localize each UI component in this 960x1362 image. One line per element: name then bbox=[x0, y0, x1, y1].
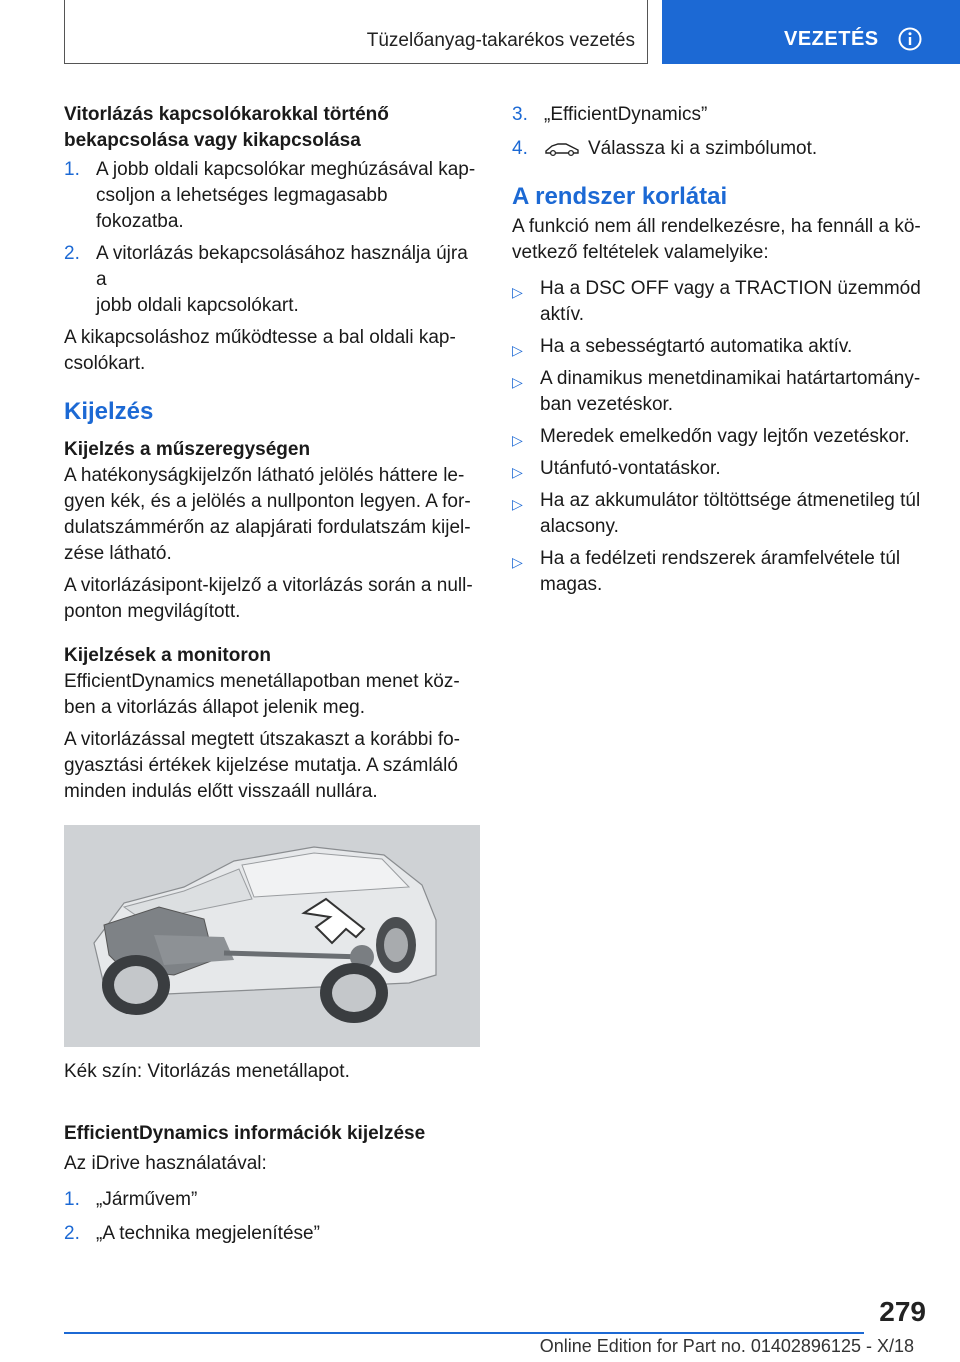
section-tab[interactable] bbox=[662, 0, 960, 64]
section-heading-limits: A rendszer korlátai bbox=[512, 183, 728, 210]
instrument-heading: Kijelzés a műszeregységen bbox=[64, 439, 311, 460]
sail-heading-line1: Vitorlázás kapcsolókarokkal történő bbox=[64, 104, 389, 125]
triangle-bullet-icon: ▷ bbox=[512, 284, 523, 300]
list-item bbox=[64, 241, 480, 319]
text-line: ponton megvilágított. bbox=[64, 601, 241, 622]
triangle-bullet-icon: ▷ bbox=[512, 554, 523, 570]
triangle-bullet-icon: ▷ bbox=[512, 464, 523, 480]
list-item bbox=[512, 366, 928, 418]
step-number: 3. bbox=[512, 104, 528, 125]
page-title: Tüzelőanyag-takarékos vezetés bbox=[366, 30, 635, 51]
text-line: zése látható. bbox=[64, 543, 172, 564]
sail-heading-line2: bekapcsolása vagy kikapcsolása bbox=[64, 130, 361, 151]
step-text-line2: csoljon a lehetséges legmagasabb fokozatba. bbox=[96, 185, 388, 232]
step-text: Válassza ki a szimbólumot. bbox=[588, 138, 818, 159]
step-text-with-symbol bbox=[544, 136, 928, 162]
list-item bbox=[512, 334, 928, 360]
step-text-line1: A jobb oldali kapcsolókar meghúzásával kap‐ bbox=[96, 159, 476, 180]
list-item bbox=[512, 424, 928, 450]
ed-intro: Az iDrive használatával: bbox=[64, 1153, 267, 1174]
step-text: „A technika megjelenítése” bbox=[96, 1223, 320, 1244]
triangle-bullet-icon: ▷ bbox=[512, 342, 523, 358]
bullet-line1: Utánfutó-vontatáskor. bbox=[540, 458, 721, 479]
text-line: A vitorlázásipont-kijelző a vitorlázás során a null‐ bbox=[64, 575, 473, 596]
bullet-line2: alacsony. bbox=[540, 516, 619, 537]
text-line: minden indulás előtt visszaáll nullára. bbox=[64, 781, 378, 802]
list-item bbox=[64, 1221, 480, 1247]
step-number: 1. bbox=[64, 1189, 80, 1210]
triangle-bullet-icon: ▷ bbox=[512, 374, 523, 390]
bullet-line2: magas. bbox=[540, 574, 603, 595]
list-item bbox=[512, 456, 928, 482]
text-line: dulatszámmérőn az alapjárati fordulatszám kijel‐ bbox=[64, 517, 471, 538]
text-line: A funkció nem áll rendelkezésre, ha fennáll a kö‐ bbox=[512, 216, 921, 237]
step-text: „EfficientDynamics” bbox=[544, 104, 708, 125]
step-number: 4. bbox=[512, 138, 528, 159]
list-item bbox=[512, 102, 928, 128]
left-column bbox=[64, 102, 480, 1247]
right-column bbox=[512, 102, 928, 598]
footer-edition: Online Edition for Part no. 01402896125 - X/18 bbox=[539, 1336, 914, 1356]
bullet-line1: Ha a DSC OFF vagy a TRACTION üzemmód bbox=[540, 278, 921, 299]
sail-off-line2: csolókart. bbox=[64, 353, 146, 374]
list-item bbox=[64, 157, 480, 235]
section-label: VEZETÉS bbox=[784, 28, 879, 50]
monitor-heading: Kijelzések a monitoron bbox=[64, 645, 271, 666]
list-item bbox=[512, 276, 928, 328]
list-item bbox=[512, 546, 928, 598]
car-drawing bbox=[64, 825, 480, 1047]
text-line: vetkező feltételek valamelyike: bbox=[512, 242, 769, 263]
triangle-bullet-icon: ▷ bbox=[512, 496, 523, 512]
footer-divider bbox=[64, 1332, 864, 1334]
step-text-line1: A vitorlázás bekapcsolásához használja újra a bbox=[96, 243, 468, 290]
step-text: „Járművem” bbox=[96, 1189, 198, 1210]
list-item bbox=[64, 1187, 480, 1213]
step-number: 2. bbox=[64, 1223, 80, 1244]
list-item bbox=[512, 136, 928, 162]
text-line: gyen kék, és a jelölés a nullponton legyen. A for‐ bbox=[64, 491, 471, 512]
sail-off-line1: A kikapcsoláshoz működtesse a bal oldali kap‐ bbox=[64, 327, 456, 348]
step-text-line2: jobb oldali kapcsolókart. bbox=[96, 295, 299, 316]
step-number: 2. bbox=[64, 243, 80, 264]
vehicle-illustration bbox=[64, 825, 480, 1047]
section-heading-kijelzes: Kijelzés bbox=[64, 398, 154, 425]
triangle-bullet-icon: ▷ bbox=[512, 432, 523, 448]
bullet-line2: ban vezetéskor. bbox=[540, 394, 674, 415]
text-line: A hatékonyságkijelzőn látható jelölés háttere le‐ bbox=[64, 465, 465, 486]
bullet-line1: Ha a sebességtartó automatika aktív. bbox=[540, 336, 853, 357]
bullet-line1: Ha a fedélzeti rendszerek áramfelvétele túl bbox=[540, 548, 901, 569]
figure-caption: Kék szín: Vitorlázás menetállapot. bbox=[64, 1061, 350, 1082]
text-line: gyasztási értékek kijelzése mutatja. A számláló bbox=[64, 755, 458, 776]
text-line: EfficientDynamics menetállapotban menet köz‐ bbox=[64, 671, 460, 692]
bullet-line1: A dinamikus menetdinamikai határtartomány‐ bbox=[540, 368, 921, 389]
info-icon[interactable] bbox=[898, 27, 922, 51]
car-symbol-icon bbox=[544, 141, 580, 157]
list-item bbox=[512, 488, 928, 540]
bullet-line1: Ha az akkumulátor töltöttsége átmenetileg túl bbox=[540, 490, 921, 511]
page-number: 279 bbox=[879, 1296, 926, 1327]
header-title-box bbox=[64, 0, 648, 64]
text-line: A vitorlázással megtett útszakaszt a korábbi fo‐ bbox=[64, 729, 461, 750]
step-number: 1. bbox=[64, 159, 80, 180]
bullet-line1: Meredek emelkedőn vagy lejtőn vezetéskor. bbox=[540, 426, 910, 447]
text-line: ben a vitorlázás állapot jelenik meg. bbox=[64, 697, 366, 718]
bullet-line2: aktív. bbox=[540, 304, 584, 325]
ed-heading: EfficientDynamics információk kijelzése bbox=[64, 1123, 426, 1144]
